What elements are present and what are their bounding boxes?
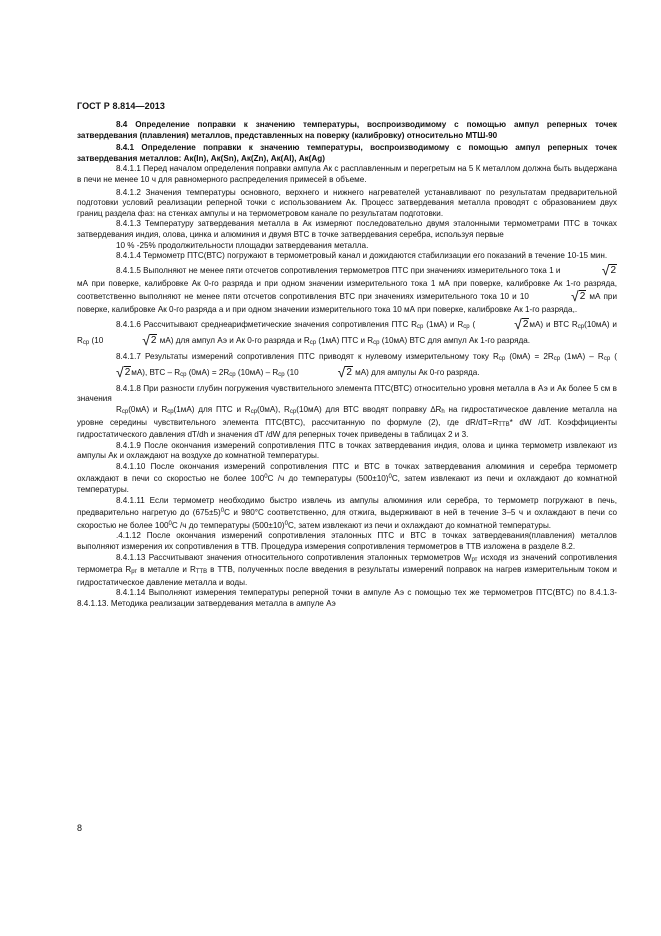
para-8-4-1-2: 8.4.1.2 Значения температуры основного, верхнего и нижнего нагревателей устанавливают по результатам предварительной подготовки условий реализации реперной точки с использованием Ак. Процесс затвердевания металла проводят с образованием двух границ раздела фаз: на стенках ампулы и на термометровом канале по результатам подготовки. (77, 187, 617, 218)
para-8-4-1-13: 8.4.1.13 Рассчитывают значения относительного сопротивления эталонных термометров $W_{рт}$ исходя из значений сопротивления термометра $R_{рт}$ в металле и $R_{ТТВ}$ в ТТВ, полученных после введения в результаты измерений поправок на нагрев измерительным током и гидростатическое давление металла и воды. (77, 552, 617, 587)
para-8-4-1-8: 8.4.1.8 При разности глубин погружения чувствительного элемента ПТС(ВТС) относительно уровня металла в Аэ и Ак более 5 см в значения (77, 383, 617, 404)
para-8-4-1-6: 8.4.1.6 Рассчитывают среднеарифметические значения сопротивления ПТС $R_{ср}$ (1мА) и $R_{ср}$ ( √2мА) и ВТС $R_{ср}(10мА)$ и $R_{ср}$ (10 √2 мА) для ампул Аэ и Ак 0-го разряда и $R_{ср}$ (1мА) ПТС и $R_{ср}$ (10мА) ВТС для ампул Ак 1-го разряда. (77, 315, 617, 348)
para-8-4-1-9: 8.4.1.9 После окончания измерений сопротивления ПТС в точках затвердевания индия, олова и цинка термометр извлекают из ампулы Ак и охлаждают на воздухе до комнатной температуры. (77, 440, 617, 461)
sqrt-symbol: √2 (337, 363, 352, 380)
sqrt-symbol: √2 (514, 315, 529, 332)
para-8-4-1-7: 8.4.1.7 Результаты измерений сопротивления ПТС приводят к нулевому измерительному току $R_{ср}$ $(0мА) = 2R_{ср}$ $(1мА) - R_{ср}$ (√2мА), ВТС – $R_{ср}$ $(0мА) = 2R_{ср}$ $(10мА) - R_{ср}$ (10 √2 мА) для ампулы Ак 0-го разряда. (77, 350, 617, 382)
para-8-4-1-3-cont: 10 % -25% продолжительности площадки затвердевания металла. (116, 240, 369, 250)
para-8-4-1-12: .4.1.12 После окончания измерений сопротивления эталонных ПТС и ВТС в точках затвердевания(плавления) металлов выполняют измерения их сопротивления в ТТВ. Процедура измерения сопротивления термометров в ТТВ изложена в разделе 8.2. (77, 531, 617, 552)
para-8-4-1-5: 8.4.1.5 Выполняют не менее пяти отсчетов сопротивления термометров ПТС при значениях измерительного тока 1 и √2 мА при поверке, калибровке Ак 0-го разряда и при одном значении измерительного тока 1 мА при поверке, калибровке Ак 1-го разряда, соответственно выполняют не менее пяти отсчетов сопротивления ВТС при значениях измерительного тока 10 и 10 √2 мА при поверке, калибровке Ак 0-го разряда а и при одном значении измерительного тока 10 мА при поверке, калибровке Ак 1-го разряда,. (77, 261, 617, 314)
document-body (77, 118, 617, 610)
para-8-4-1-14: 8.4.1.14 Выполняют измерения температуры реперной точки в ампуле Аэ с помощью тех же термометров ПТС(ВТС) по 8.4.1.3-8.4.1.13. Методика реализации затвердевания металла в ампуле Аэ (77, 588, 617, 608)
page-number: 8 (77, 823, 83, 833)
sqrt-symbol: √2 (601, 261, 616, 278)
sqrt-symbol: √2 (571, 287, 586, 304)
para-8-4-1-10: 8.4.1.10 После окончания измерений сопротивления ПТС и ВТС в точках затвердевания алюминия и серебра термометр охлаждают в печи со скоростью не более $100^0С$ /ч до температуры $(500\pm 10)^0С$, затем извлекают из печи и охлаждают до комнатной температуры. (77, 461, 617, 495)
sqrt-symbol: √2 (142, 331, 157, 348)
para-8-4-1-11: 8.4.1.11 Если термометр необходимо быстро извлечь из ампулы алюминия или серебра, то термометр погружают в печь, предварительно нагретую до $(675\pm 5)^0С$ и 980°С соответственно, для отжига, выдерживают в ней в течение 3–5 ч и охлаждают в печи со скоростью не более $100^0С$ /ч до температуры $(500\pm 10)^0С$, затем извлекают из печи и охлаждают до комнатной температуры. (77, 495, 618, 530)
page-header: ГОСТ Р 8.814—2013 (77, 101, 166, 111)
para-8-4-1-3: 8.4.1.3 Температуру затвердевания металла в Ак измеряют последовательно двумя эталонными термометрами ПТС в точках затвердевания индия, олова, цинка и алюминия и двумя ВТС в точке затвердевания серебра, используя первые (77, 219, 617, 239)
sqrt-symbol: √2 (116, 363, 131, 380)
para-8-4-1-4: 8.4.1.4 Термометр ПТС(ВТС) погружают в термометровый канал и дожидаются стабилизации его показаний в течение 10-15 мин. (116, 251, 608, 261)
para-8-4-1-8-cont: $R_{ср}(0мА)$ и $R_{ср}(1мА)$ для ПТС и $R_{ср}(0мА)$, $R_{ср}(10мА)$ для ВТС вводят поправку $\Delta R_h$ на гидростатическое давление металла на уровне середины чувствительного элемента ПТС(ВТС), рассчитанную по формуле (2), где $dR/dT=R_{ТТВ}*$ dW /dT. Коэффициенты гидростатического давления dT/dh и значения dT /dW для реперных точек приведены в таблицах 2 и 3. (77, 404, 617, 440)
section-8-4-1-heading: 8.4.1 Определение поправки к значению температуры, воспроизводимому с помощью ампул реперных точек затвердевания металлов: Ак(In), Ак(Sn), Ак(Zn), Ак(Al), Ак(Ag) (77, 143, 617, 163)
section-8-4-heading: 8.4 Определение поправки к значению температуры, воспроизводимому с помощью ампул реперных точек затвердевания (плавления) металлов, представленных на поверку (калибровку) относительно МТШ-90 (77, 120, 617, 140)
para-8-4-1-1: 8.4.1.1 Перед началом определения поправки ампула Ак с расплавленным и перегретым на 5 К металлом должна быть выдержана в печи не менее 10 ч для равномерного распределения примесей в объеме. (77, 164, 617, 184)
